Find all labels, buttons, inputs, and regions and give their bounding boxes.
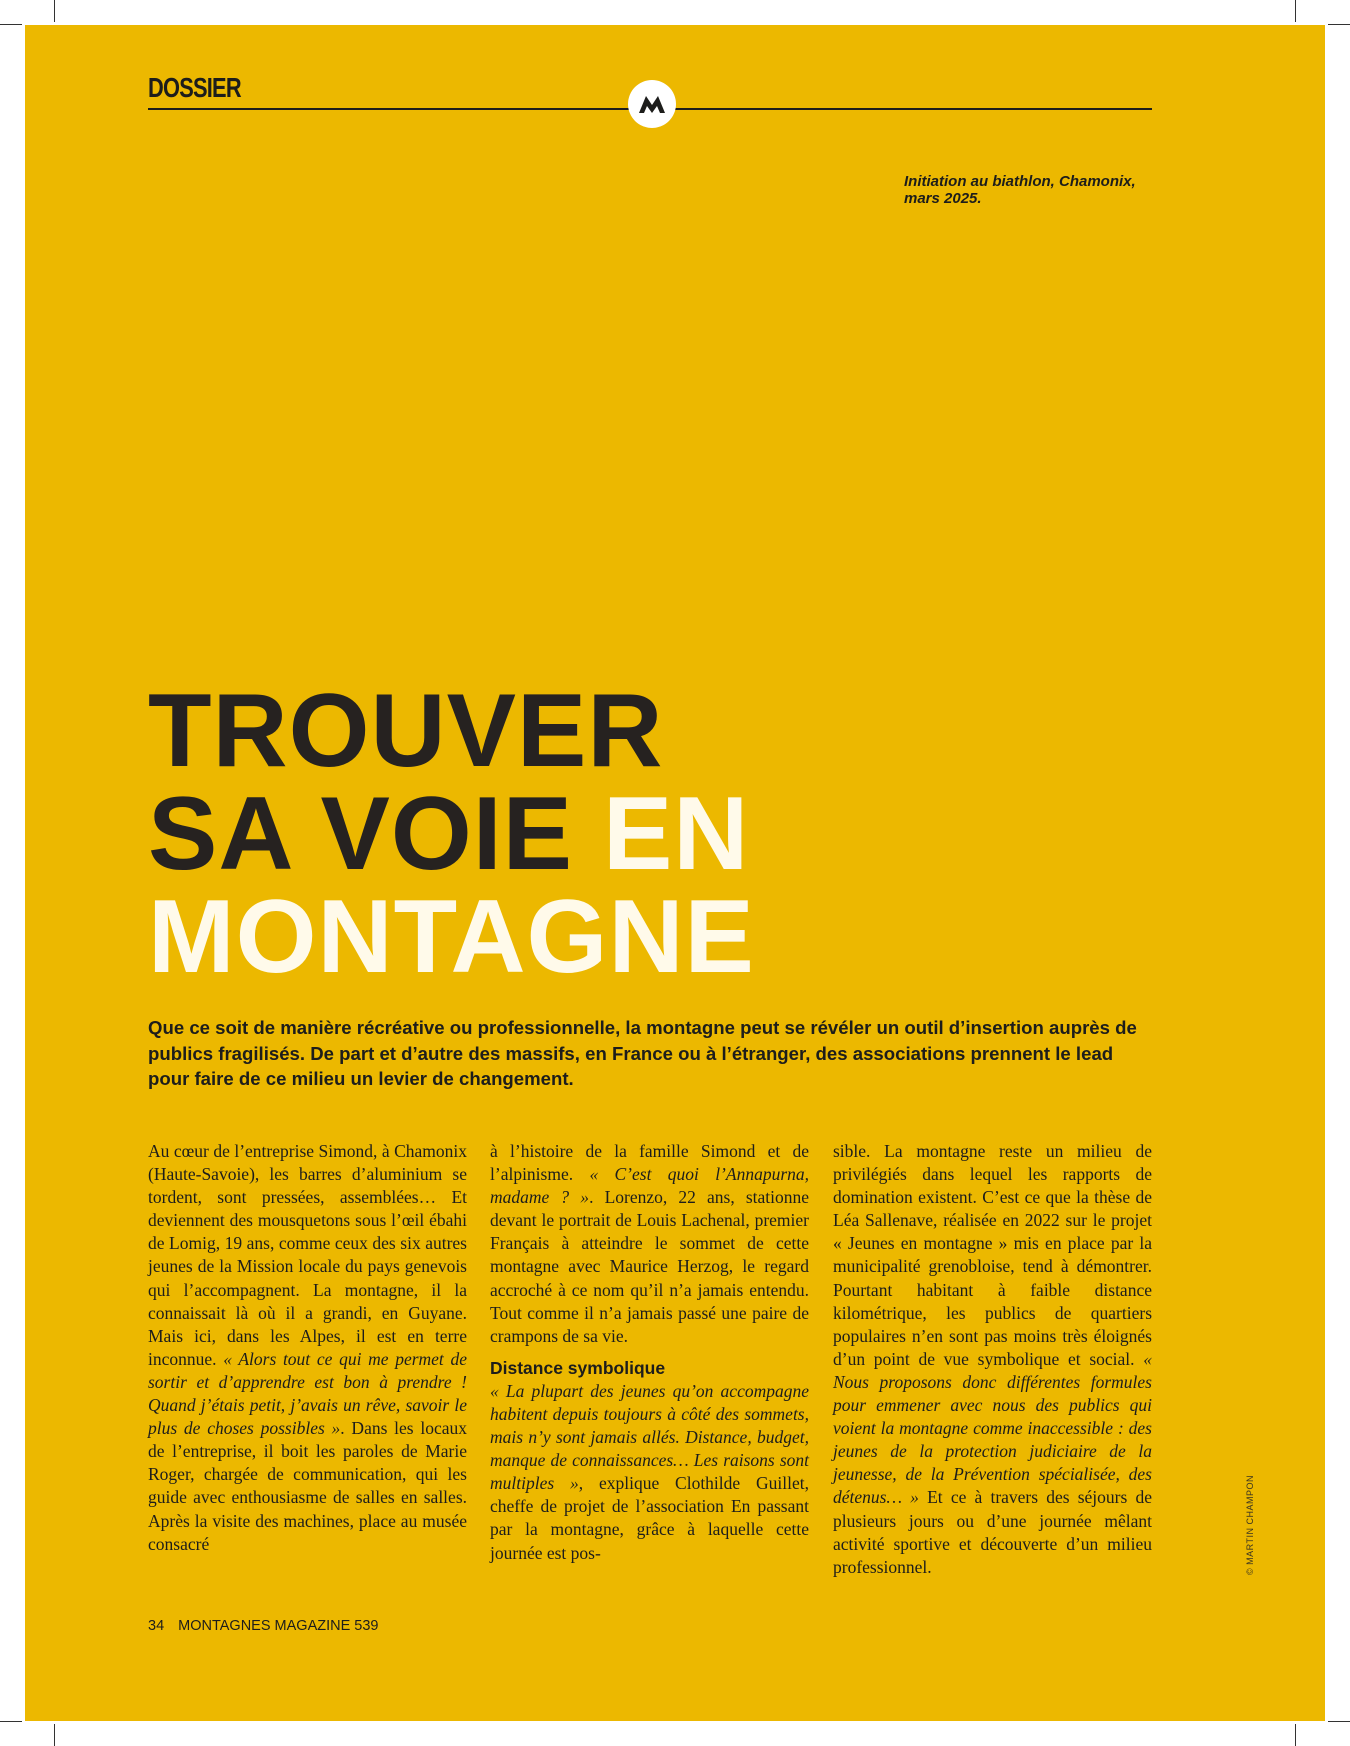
crop-mark <box>54 0 55 22</box>
crop-mark <box>1328 24 1350 25</box>
section-label: DOSSIER <box>148 72 241 103</box>
crop-mark <box>0 1721 22 1722</box>
body-column-2 <box>490 1140 809 1565</box>
body-quote: « C’est quoi l’Annapurna, madame ? » <box>490 1164 810 1208</box>
body-text: . Dans les locaux de l’entreprise, il boit les paroles de Marie Roger, chargée de communication, qui les guide avec enthousiasme de salles en salles. Après la visite des machines, place au musée consacré <box>148 1418 467 1554</box>
body-text: Au cœur de l’entreprise Simond, à Chamonix (Haute-Savoie), les barres d’aluminium se tordent, sont pressées, assemblées… Et deviennent des mousquetons sous l’œil ébahi de Lomig, 19 ans, comme ceux des six autres jeunes de la Mission locale du pays genevois qui l’accompagnent. La montagne, il la connaissait là où il a grandi, en Guyane. Mais ici, dans les Alpes, il est en terre inconnue. <box>148 1141 467 1369</box>
body-quote: « Nous proposons donc différentes formules pour emmener avec nous des publics qui voient la montagne comme inaccessible : des jeunes de la protection judiciaire de la jeunesse, de la Prévention spécialisée, des détenus… » <box>833 1348 1152 1508</box>
title-line-2-light: EN <box>602 776 750 892</box>
mountain-m-logo-icon <box>628 80 676 128</box>
title-line-1: TROUVER <box>148 673 664 789</box>
title-line-2-dark: SA VOIE <box>148 776 574 892</box>
body-text: Et ce à travers des séjours de plusieurs jours ou d’une journée mêlant activité sportive et découverte d’un milieu professionnel. <box>833 1487 1152 1577</box>
body-text: , explique Clothilde Guillet, cheffe de projet de l’association En passant par la montagne, grâce à laquelle cette journée est pos- <box>490 1473 809 1563</box>
page-number: 34 <box>148 1618 165 1634</box>
page-title <box>148 673 755 995</box>
crop-mark <box>1328 1721 1350 1722</box>
body-text: à l’histoire de la famille Simond et de l’alpinisme. <box>490 1141 809 1185</box>
lead-paragraph: Que ce soit de manière récréative ou professionnelle, la montagne peut se révéler un outil d’insertion auprès de publics fragilisés. De part et d’autre des massifs, en France ou à l’étranger, des associations prennent le lead pour faire de ce milieu un levier de changement. <box>148 1017 1137 1089</box>
body-text: . Lorenzo, 22 ans, stationne devant le portrait de Louis Lachenal, premier Français à atteindre le sommet de cette montagne avec Maurice Herzog, le regard accroché à ce nom qu’il n’a jamais entendu. Tout comme il n’a jamais passé une paire de crampons de sa vie. <box>490 1187 810 1346</box>
body-quote: « Alors tout ce qui me permet de sortir et d’apprendre est bon à prendre ! Quand j’étais petit, j’avais un rêve, savoir le plus de choses possibles » <box>148 1348 467 1439</box>
crop-mark <box>0 24 22 25</box>
title-line-3: MONTAGNE <box>148 879 755 995</box>
crop-mark <box>1295 0 1296 22</box>
body-column-1 <box>148 1140 467 1556</box>
page-footer <box>148 1618 393 1634</box>
crop-mark <box>1295 1724 1296 1746</box>
body-text: sible. La montagne reste un milieu de privilégiés dans lequel les rapports de domination existent. C’est ce que la thèse de Léa Sallenave, réalisée en 2022 sur le projet « Jeunes en montagne » mis en place par la municipalité grenobloise, tend à démontrer. Pourtant habitant à faible distance kilométrique, les publics de quartiers populaires n’en sont pas moins très éloignés d’un point de vue symbolique et social. <box>833 1141 1152 1369</box>
body-column-3 <box>833 1140 1152 1579</box>
photo-caption: Initiation au biathlon, Chamonix, mars 2025. <box>904 173 1136 207</box>
magazine-name: MONTAGNES MAGAZINE 539 <box>178 1618 379 1634</box>
subheading: Distance symbolique <box>490 1357 666 1378</box>
body-quote: « La plupart des jeunes qu’on accompagne habitent depuis toujours à côté des sommets, mais n’y sont jamais allés. Distance, budget, manque de connaissances… Les raisons sont multiples » <box>490 1380 809 1494</box>
photo-credit: © MARTIN CHAMPON <box>1245 1475 1255 1575</box>
crop-mark <box>54 1724 55 1746</box>
